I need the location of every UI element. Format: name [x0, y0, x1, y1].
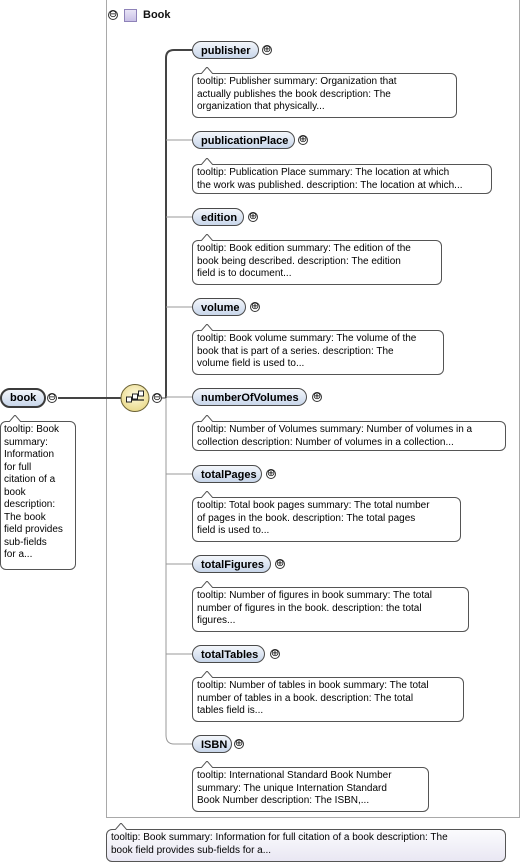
tooltip-line: tooltip: International Standard Book Number — [197, 770, 392, 781]
tooltip-line: tooltip: Publication Place summary: The location at which — [197, 167, 450, 178]
tooltip-line: tooltip: Book summary: Information for full citation of a book description: The — [111, 832, 448, 843]
element-label: ISBN — [201, 739, 228, 751]
element-label: numberOfVolumes — [201, 392, 299, 404]
plus-icon: ⊕ — [312, 391, 322, 402]
tooltip-line: collection description: Number of volumes in a collection... — [197, 436, 454, 448]
plus-icon: ⊕ — [298, 134, 308, 145]
plus-icon: ⊕ — [270, 648, 280, 659]
element-totalPages[interactable] — [192, 465, 262, 483]
plus-icon: ⊕ — [248, 211, 258, 222]
tooltip-line: book — [4, 486, 26, 498]
tooltip-line: Book Number description: The ISBN,... — [197, 795, 370, 806]
expand-ISBN-button[interactable] — [234, 739, 244, 749]
element-publicationPlace[interactable] — [192, 131, 295, 149]
plus-icon: ⊕ — [250, 301, 260, 312]
tooltip-line: summary: The unique Internation Standard — [197, 782, 387, 794]
tooltip-line: tooltip: Book edition summary: The edition of the — [197, 243, 411, 254]
tooltip-pointer-icon — [9, 415, 21, 422]
tooltip-pointer-icon — [201, 67, 213, 74]
collapse-sequence-button[interactable] — [152, 393, 162, 403]
minus-icon: ⊖ — [108, 9, 118, 20]
tooltip-line: tooltip: Number of tables in book summary: The total — [197, 680, 429, 691]
plus-icon: ⊕ — [275, 558, 285, 569]
sequence-compositor-icon — [120, 383, 150, 413]
type-tooltip — [106, 829, 506, 862]
tooltip-line: tables field is... — [197, 705, 264, 716]
plus-icon: ⊕ — [266, 468, 276, 479]
root-element-book[interactable] — [0, 388, 46, 408]
element-publisher[interactable] — [192, 41, 259, 59]
element-volume[interactable] — [192, 298, 246, 316]
plus-icon: ⊕ — [262, 44, 272, 55]
expand-totalFigures-button[interactable] — [275, 559, 285, 569]
tooltip-numberOfVolumes — [192, 421, 506, 451]
tooltip-line: tooltip: Book volume summary: The volume of the — [197, 333, 417, 344]
tooltip-pointer-icon — [201, 761, 213, 768]
tooltip-line: The book — [4, 511, 46, 523]
expand-volume-button[interactable] — [250, 302, 260, 312]
tooltip-line: volume field is used to... — [197, 358, 305, 369]
tooltip-line: book that is part of a series. description: The — [197, 345, 394, 357]
tooltip-pointer-icon — [201, 158, 213, 165]
tooltip-line: tooltip: Number of Volumes summary: Number of volumes in a — [197, 424, 473, 435]
tooltip-line: description: — [4, 499, 56, 510]
tooltip-pointer-icon — [201, 671, 213, 678]
tooltip-line: number of tables in a book. description: The total — [197, 692, 414, 704]
tooltip-line: Information — [4, 449, 55, 460]
tooltip-edition — [192, 240, 442, 285]
tooltip-line: book field provides sub-fields for a... — [111, 844, 272, 856]
collapse-root-button[interactable] — [47, 393, 57, 403]
tooltip-line: field provides — [4, 524, 63, 535]
tooltip-line: summary: — [4, 436, 48, 448]
element-label: publicationPlace — [201, 135, 289, 147]
tooltip-pointer-icon — [201, 581, 213, 588]
tooltip-pointer-icon — [201, 491, 213, 498]
tooltip-line: of pages in the book. description: The total pages — [197, 512, 416, 524]
tooltip-line: tooltip: Number of figures in book summary: The total — [197, 590, 432, 601]
tooltip-line: figures... — [197, 615, 236, 626]
root-tooltip — [0, 421, 76, 570]
expand-totalPages-button[interactable] — [266, 469, 276, 479]
tooltip-line: organization that physically... — [197, 101, 325, 112]
sequence-compositor[interactable] — [120, 383, 150, 413]
element-label: totalPages — [201, 469, 257, 481]
tooltip-line: actually publishes the book description: The — [197, 88, 391, 100]
expand-totalTables-button[interactable] — [270, 649, 280, 659]
tooltip-publicationPlace — [192, 164, 492, 194]
tooltip-pointer-icon — [201, 234, 213, 241]
expand-publicationPlace-button[interactable] — [298, 135, 308, 145]
element-numberOfVolumes[interactable] — [192, 388, 307, 406]
element-edition[interactable] — [192, 208, 244, 226]
tooltip-pointer-icon — [201, 415, 213, 422]
tooltip-totalPages — [192, 497, 461, 542]
tooltip-line: tooltip: Book — [4, 424, 60, 435]
element-totalTables[interactable] — [192, 645, 265, 663]
element-ISBN[interactable] — [192, 735, 232, 753]
tooltip-totalTables — [192, 677, 464, 722]
root-element-label: book — [10, 392, 37, 404]
element-label: totalTables — [201, 649, 259, 661]
tooltip-line: book being described. description: The edition — [197, 255, 401, 267]
element-label: volume — [201, 302, 240, 314]
element-label: publisher — [201, 45, 251, 57]
tooltip-ISBN — [192, 767, 429, 812]
tooltip-publisher — [192, 73, 457, 118]
tooltip-line: the work was published. description: The location at which... — [197, 179, 463, 191]
tooltip-line: field is used to... — [197, 525, 270, 536]
tooltip-line: citation of a — [4, 474, 56, 485]
tooltip-totalFigures — [192, 587, 469, 632]
tooltip-volume — [192, 330, 444, 375]
element-totalFigures[interactable] — [192, 555, 271, 573]
tooltip-line: field is to document... — [197, 268, 292, 279]
tooltip-line: tooltip: Total book pages summary: The total number — [197, 500, 430, 511]
tooltip-line: tooltip: Publisher summary: Organization that — [197, 76, 397, 87]
tooltip-line: for a... — [4, 549, 33, 560]
tooltip-line: number of figures in the book. description: the total — [197, 602, 422, 614]
complex-type-title: Book — [143, 9, 171, 21]
element-label: totalFigures — [201, 559, 264, 571]
expand-numberOfVolumes-button[interactable] — [312, 392, 322, 402]
tooltip-line: for full — [4, 461, 32, 473]
tooltip-pointer-icon — [201, 324, 213, 331]
tooltip-pointer-icon — [115, 823, 127, 830]
plus-icon: ⊕ — [234, 738, 244, 749]
expand-publisher-button[interactable] — [262, 45, 272, 55]
expand-edition-button[interactable] — [248, 212, 258, 222]
minus-icon: ⊖ — [47, 392, 57, 403]
element-label: edition — [201, 212, 238, 224]
minus-icon: ⊖ — [152, 392, 162, 403]
tooltip-line: sub-fields — [4, 536, 47, 548]
